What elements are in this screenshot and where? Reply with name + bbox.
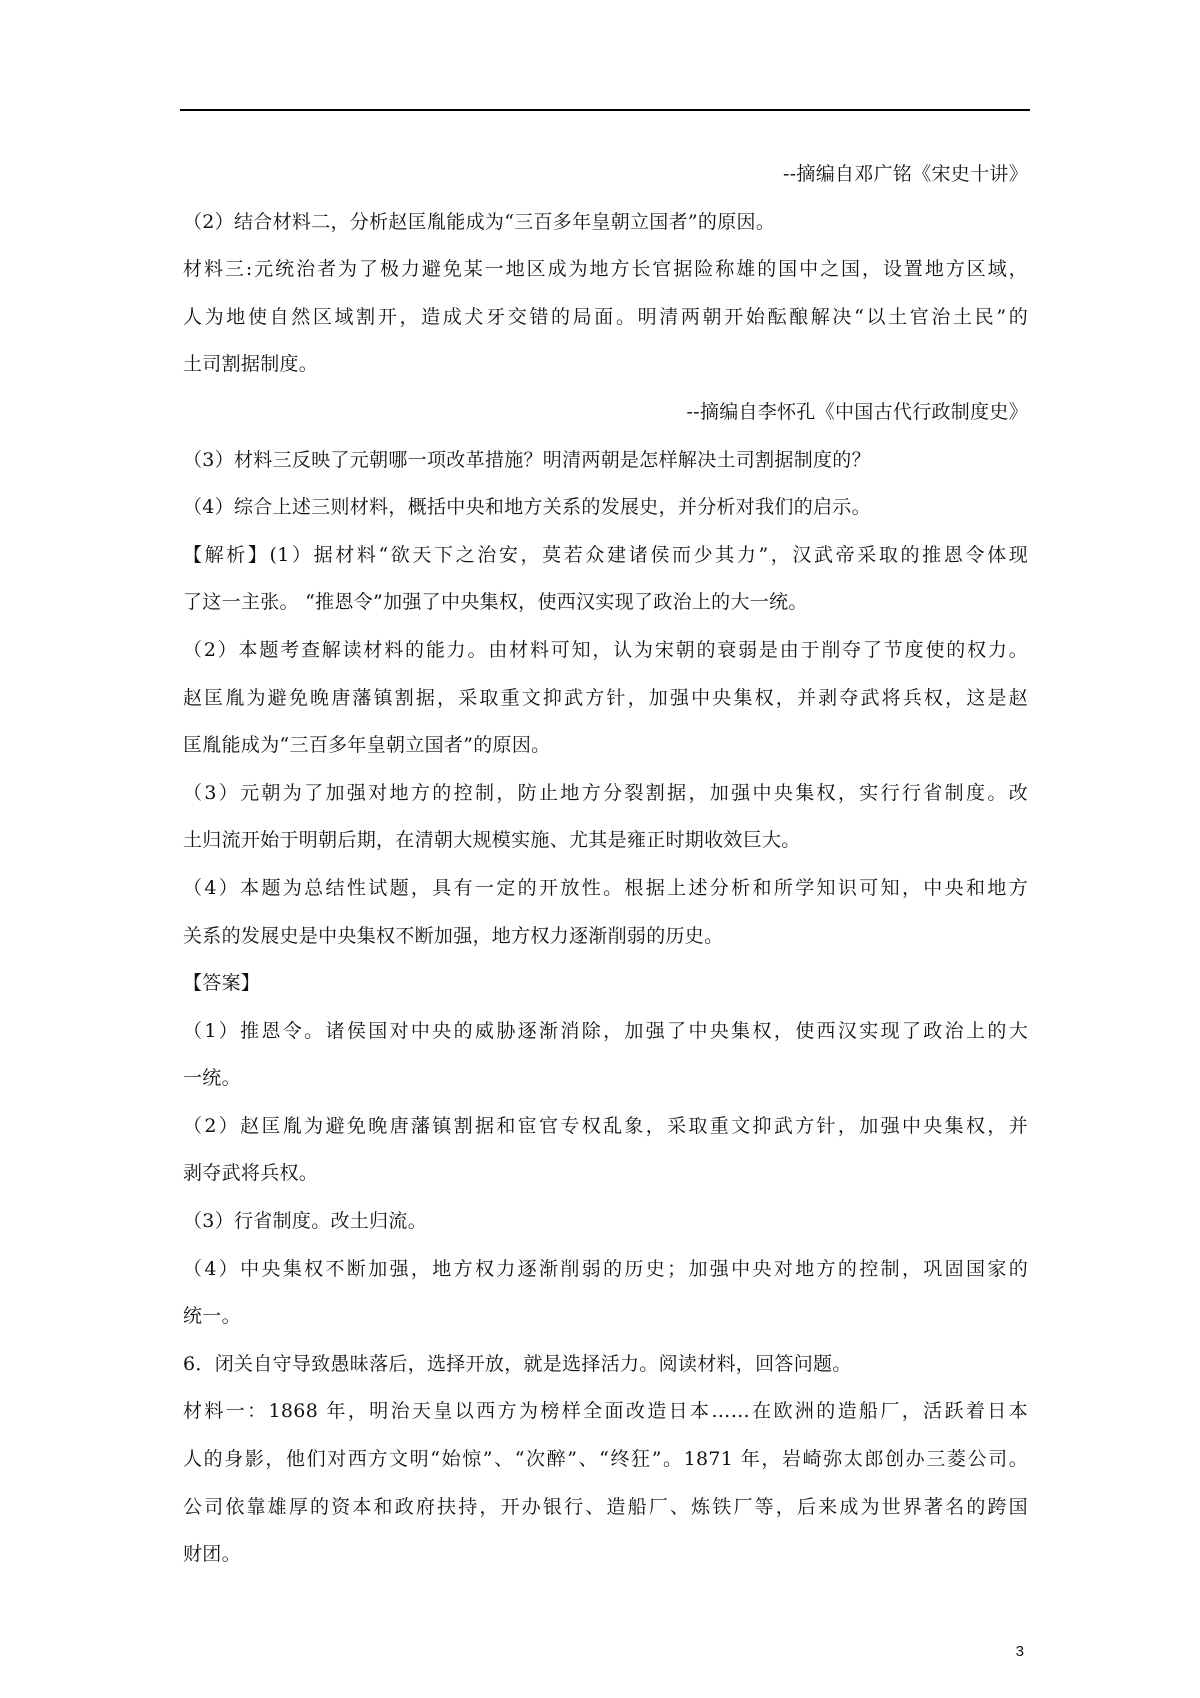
text-line: （4）综合上述三则材料，概括中央和地方关系的发展史，并分析对我们的启示。 <box>183 496 871 519</box>
text-line: 【答案】 <box>183 972 261 995</box>
text-line: 人为地使自然区域割开，造成犬牙交错的局面。明清两朝开始酝酿解决“以土官治土民”的 <box>183 305 1028 328</box>
text-line: 6．闭关自守导致愚昧落后，选择开放，就是选择活力。阅读材料，回答问题。 <box>183 1352 852 1375</box>
text-line: （2）赵匡胤为避免晚唐藩镇割据和宦官专权乱象，采取重文抑武方针，加强中央集权，并 <box>183 1114 1028 1137</box>
text-line: （2）结合材料二，分析赵匡胤能成为“三百多年皇朝立国者”的原因。 <box>183 210 776 233</box>
document-body <box>183 151 1028 1579</box>
text-line: （2）本题考查解读材料的能力。由材料可知，认为宋朝的衰弱是由于削夺了节度使的权力。 <box>183 638 1028 661</box>
text-line: （3）元朝为了加强对地方的控制，防止地方分裂割据，加强中央集权，实行行省制度。改 <box>183 781 1028 804</box>
text-line: （3）材料三反映了元朝哪一项改革措施？明清两朝是怎样解决土司割据制度的？ <box>183 448 871 471</box>
text-line: （4）本题为总结性试题，具有一定的开放性。根据上述分析和所学知识可知，中央和地方 <box>183 876 1028 899</box>
text-line: 剥夺武将兵权。 <box>183 1162 319 1185</box>
text-line: 赵匡胤为避免晚唐藩镇割据，采取重文抑武方针，加强中央集权，并剥夺武将兵权，这是赵 <box>183 686 1028 709</box>
page-number: 3 <box>1015 1643 1024 1660</box>
text-line: 【解析】(1）据材料“欲天下之治安，莫若众建诸侯而少其力”，汉武帝采取的推恩令体现 <box>183 543 1028 566</box>
text-line: 材料三:元统治者为了极力避免某一地区成为地方长官据险称雄的国中之国，设置地方区域， <box>183 258 1028 281</box>
text-line: 统一。 <box>183 1305 241 1328</box>
text-line: 了这一主张。 “推恩令”加强了中央集权，使西汉实现了政治上的大一统。 <box>183 591 808 614</box>
text-line: 财团。 <box>183 1543 241 1566</box>
text-line: （1）推恩令。诸侯国对中央的威胁逐渐消除，加强了中央集权，使西汉实现了政治上的大 <box>183 1019 1028 1042</box>
text-line: （3）行省制度。改土归流。 <box>183 1210 427 1233</box>
text-line: --摘编自李怀孔《中国古代行政制度史》 <box>686 400 1028 423</box>
text-line: 人的身影，他们对西方文明“始惊”、“次醉”、“终狂”。1871 年，岩崎弥太郎创办三菱公司。 <box>183 1448 1028 1471</box>
text-line: 公司依靠雄厚的资本和政府扶持，开办银行、造船厂、炼铁厂等，后来成为世界著名的跨国 <box>183 1495 1028 1518</box>
text-line: 一统。 <box>183 1067 241 1090</box>
text-line: --摘编自邓广铭《宋史十讲》 <box>782 163 1028 185</box>
text-line: 材料一：1868 年，明治天皇以西方为榜样全面改造日本……在欧洲的造船厂，活跃着日本 <box>183 1400 1028 1423</box>
text-line: （4）中央集权不断加强，地方权力逐渐削弱的历史；加强中央对地方的控制，巩固国家的 <box>183 1257 1028 1280</box>
text-line: 土归流开始于明朝后期，在清朝大规模实施、尤其是雍正时期收效巨大。 <box>183 829 801 852</box>
text-line: 土司割据制度。 <box>183 353 319 376</box>
text-line: 关系的发展史是中央集权不断加强，地方权力逐渐削弱的历史。 <box>183 924 724 947</box>
text-line: 匡胤能成为“三百多年皇朝立国者”的原因。 <box>183 734 551 757</box>
header-rule <box>180 109 1030 111</box>
